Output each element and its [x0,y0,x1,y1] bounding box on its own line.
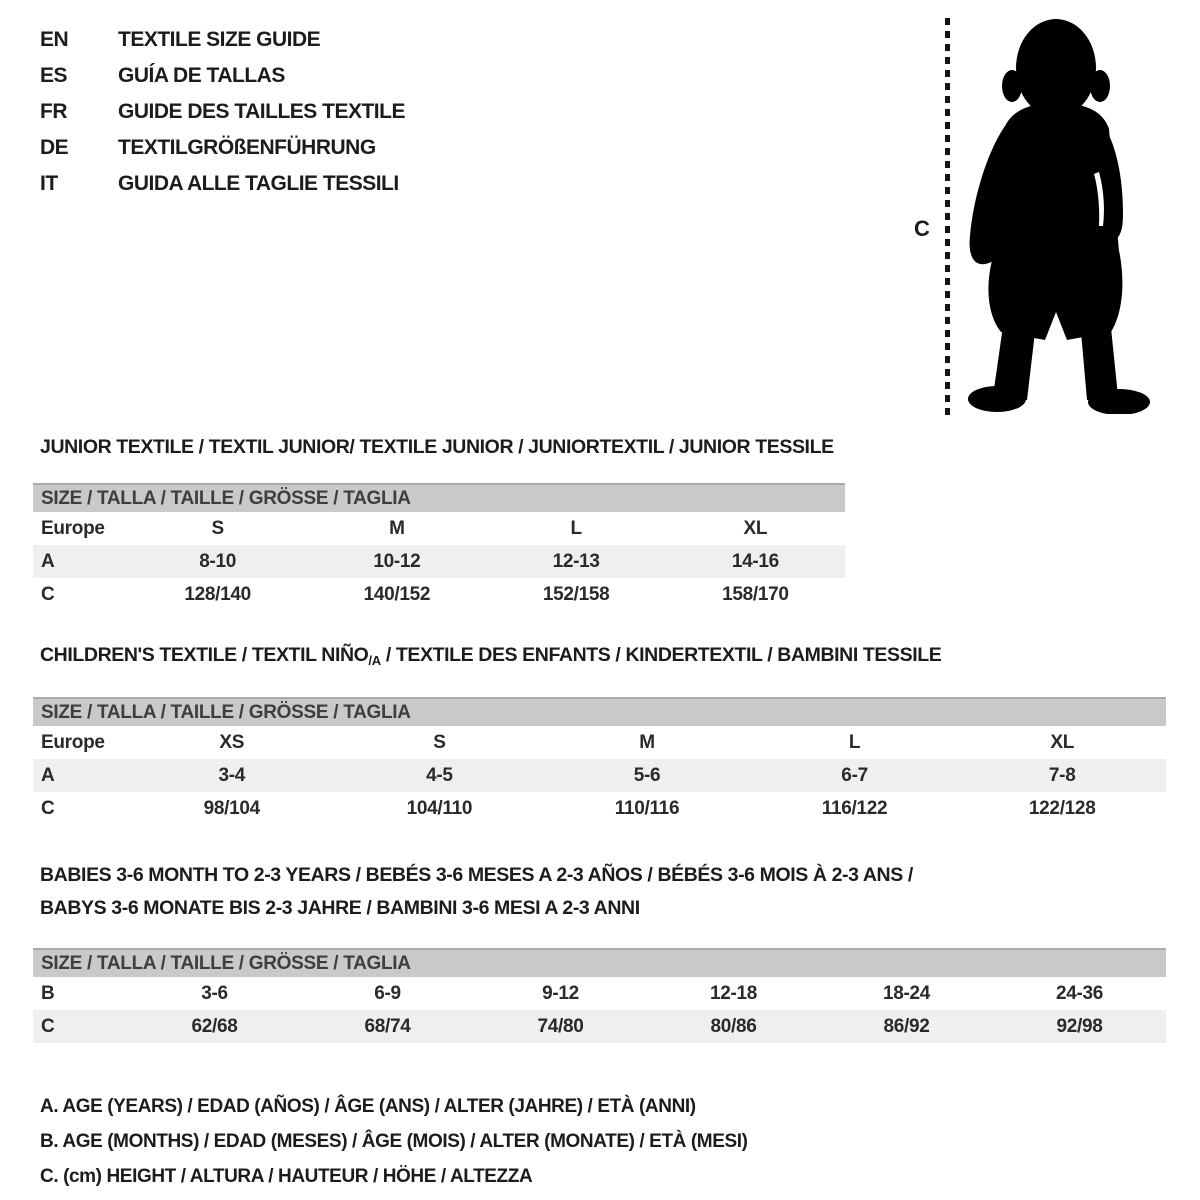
age-cell: 6-7 [751,759,959,792]
height-measure-label: C [914,216,930,241]
row-label: C [33,1010,128,1043]
height-measure-dotted-line [945,18,950,416]
legend-age-months: B. AGE (MONTHS) / EDAD (MESES) / ÂGE (MOIS) / ALTER (MONATE) / ETÀ (MESI) [40,1131,748,1152]
height-cell: 68/74 [301,1010,474,1043]
height-cell: 98/104 [203,797,260,819]
height-cell: 104/110 [406,797,473,819]
months-cell: 9-12 [542,982,579,1004]
size-cell: M [389,517,405,539]
guide-title-de: TEXTILGRÖßENFÜHRUNG [118,136,376,159]
age-cell: 8-10 [128,545,307,578]
language-row-it [40,172,405,208]
age-cell: 12-13 [487,545,666,578]
language-code: EN [40,28,69,51]
row-label: A [33,759,128,792]
children-size-table [33,697,1166,825]
guide-title-en: TEXTILE SIZE GUIDE [118,28,321,51]
height-cell: 122/128 [1028,797,1096,819]
junior-height-row [33,578,845,611]
age-cell: 10-12 [307,545,486,578]
children-age-row [33,759,1166,792]
language-row-de [40,136,405,172]
size-header-cell: SIZE / TALLA / TAILLE / GRÖSSE / TAGLIA [33,949,1166,977]
size-cell: S [433,731,446,753]
age-cell: 14-16 [666,545,845,578]
babies-size-table [33,948,1166,1043]
language-code: FR [40,100,67,123]
language-row-fr [40,100,405,136]
height-cell: 128/140 [184,583,251,605]
age-cell: 3-4 [128,759,336,792]
row-label: Europe [41,517,105,539]
size-cell: L [848,731,861,753]
header-area [0,0,1200,430]
height-cell: 116/122 [821,797,888,819]
months-cell: 18-24 [882,982,931,1004]
junior-section-title: JUNIOR TEXTILE / TEXTIL JUNIOR/ TEXTILE JUNIOR / JUNIORTEXTIL / JUNIOR TESSILE [40,436,834,458]
toddler-silhouette-image [953,14,1183,414]
months-cell: 3-6 [201,982,228,1004]
guide-title-fr: GUIDE DES TAILLES TEXTILE [118,100,405,123]
babies-height-row [33,1010,1166,1043]
height-cell: 92/98 [993,1010,1166,1043]
row-label: C [41,797,55,819]
age-cell: 4-5 [336,759,544,792]
size-header-cell: SIZE / TALLA / TAILLE / GRÖSSE / TAGLIA [33,484,845,512]
children-title-rest: / TEXTILE DES ENFANTS / KINDERTEXTIL / BAMBINI TESSILE [380,644,942,666]
children-title-sub: /A [368,653,381,668]
junior-size-header-row [33,484,845,512]
guide-title-it: GUIDA ALLE TAGLIE TESSILI [118,172,399,195]
guide-title-es: GUÍA DE TALLAS [118,64,285,87]
size-cell: M [639,731,655,753]
babies-months-row [33,977,1166,1010]
age-cell: 5-6 [543,759,751,792]
legend [40,1089,1200,1194]
language-code: ES [40,64,68,87]
height-cell: 74/80 [474,1010,647,1043]
legend-age-years: A. AGE (YEARS) / EDAD (AÑOS) / ÂGE (ANS) / ALTER (JAHRE) / ETÀ (ANNI) [40,1096,696,1117]
row-label: B [41,982,55,1004]
children-height-row [33,792,1166,825]
size-cell: S [211,517,224,539]
age-cell: 7-8 [958,759,1166,792]
children-section-title [40,644,1200,672]
babies-section-title [40,859,1200,925]
months-cell: 12-18 [709,982,758,1004]
height-cell: 62/68 [128,1010,301,1043]
height-cell: 152/158 [542,583,610,605]
children-size-header-row [33,698,1166,726]
height-cell: 140/152 [363,583,431,605]
height-cell: 86/92 [820,1010,993,1043]
language-title-list [40,28,405,208]
height-cell: 158/170 [722,583,789,605]
language-row-en [40,28,405,64]
babies-title-line1: BABIES 3-6 MONTH TO 2-3 YEARS / BEBÉS 3-6 MESES A 2-3 AÑOS / BÉBÉS 3-6 MOIS À 2-3 ANS / [40,864,913,886]
height-cell: 110/116 [614,797,680,819]
language-row-es [40,64,405,100]
babies-size-header-row [33,949,1166,977]
row-label: C [41,583,55,605]
size-cell: L [570,517,582,539]
height-cell: 80/86 [647,1010,820,1043]
junior-age-row [33,545,845,578]
size-cell: XS [219,731,245,753]
row-label: A [33,545,128,578]
babies-title-line2: BABYS 3-6 MONATE BIS 2-3 JAHRE / BAMBINI 3-6 MESI A 2-3 ANNI [40,897,640,919]
junior-europe-row [33,512,845,545]
months-cell: 6-9 [374,982,401,1004]
children-title-main: CHILDREN'S TEXTILE / TEXTIL NIÑO [40,644,369,666]
size-header-cell: SIZE / TALLA / TAILLE / GRÖSSE / TAGLIA [33,698,1166,726]
language-code: IT [40,172,58,195]
junior-size-table [33,483,845,611]
months-cell: 24-36 [1055,982,1104,1004]
legend-height-cm: C. (cm) HEIGHT / ALTURA / HAUTEUR / HÖHE / ALTEZZA [40,1166,533,1187]
language-code: DE [40,136,69,159]
size-cell: XL [743,517,768,539]
size-cell: XL [1050,731,1075,753]
children-europe-row [33,726,1166,759]
row-label: Europe [41,731,105,753]
